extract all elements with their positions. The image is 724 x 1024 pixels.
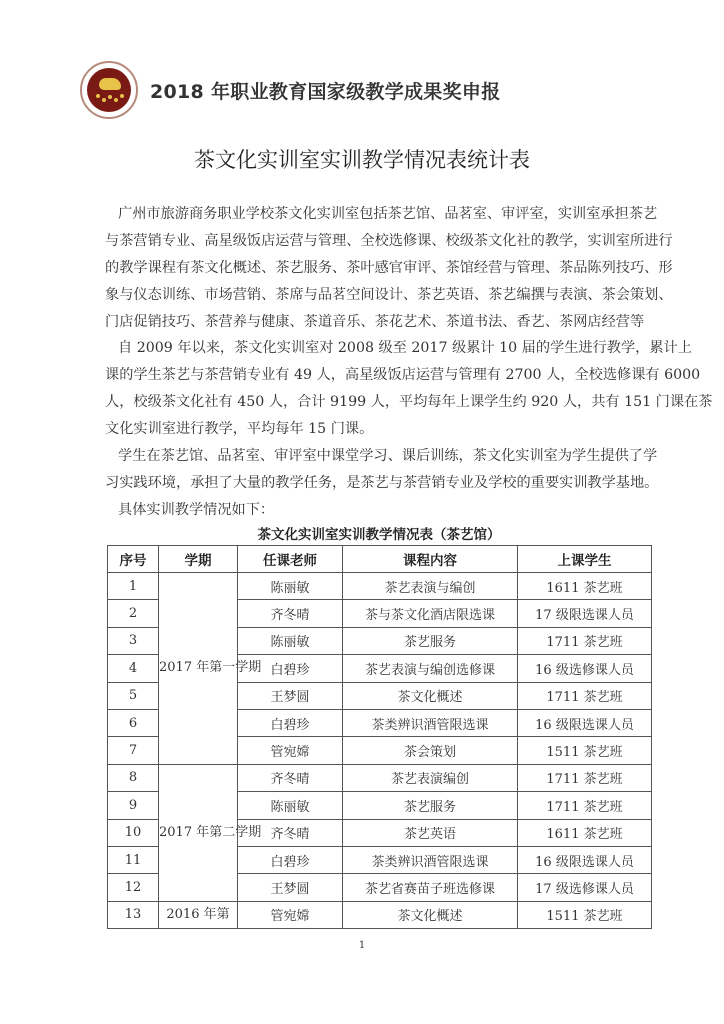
star-icon xyxy=(120,94,124,98)
cell-teacher: 王梦圆 xyxy=(238,874,343,901)
table-row xyxy=(108,764,652,791)
cell-no: 8 xyxy=(108,764,159,791)
cell-teacher: 管宛嫦 xyxy=(238,737,343,764)
paragraph-line: 文化实训室进行教学，平均每年 15 门课。 xyxy=(105,421,374,438)
star-icon xyxy=(108,95,112,99)
cell-students: 16 级限选课人员 xyxy=(518,846,652,873)
cell-course: 茶艺英语 xyxy=(343,819,518,846)
cell-students: 16 级选修课人员 xyxy=(518,655,652,682)
cell-no: 6 xyxy=(108,709,159,736)
paragraph xyxy=(105,201,673,335)
document-header xyxy=(80,60,560,120)
cell-course: 茶类辨识酒管限选课 xyxy=(343,709,518,736)
header-teacher: 任课老师 xyxy=(238,546,343,573)
cell-course: 茶艺服务 xyxy=(343,627,518,654)
cell-term: 2017 年第二学期 xyxy=(159,764,238,901)
cell-students: 17 级选修课人员 xyxy=(518,874,652,901)
cell-no: 12 xyxy=(108,874,159,901)
paragraph-line: 课的学生茶艺与茶营销专业有 49 人，高星级饭店运营与管理有 2700 人，全校选修课有 6000 xyxy=(105,367,701,384)
cell-teacher: 管宛嫦 xyxy=(238,901,343,928)
cell-course: 茶与茶文化酒店限选课 xyxy=(343,600,518,627)
cell-course: 茶艺表演编创 xyxy=(343,764,518,791)
header-term: 学期 xyxy=(159,546,238,573)
cell-no: 5 xyxy=(108,682,159,709)
school-emblem-icon xyxy=(80,61,138,119)
paragraph-line: 学生在茶艺馆、品茗室、审评室中课堂学习、课后训练，茶文化实训室为学生提供了学 xyxy=(118,448,658,465)
body-text xyxy=(105,201,713,524)
cell-students: 1711 茶艺班 xyxy=(518,792,652,819)
cell-students: 1511 茶艺班 xyxy=(518,737,652,764)
header-no: 序号 xyxy=(108,546,159,573)
cell-teacher: 齐冬晴 xyxy=(238,764,343,791)
cell-course: 茶会策划 xyxy=(343,737,518,764)
paragraph-line: 象与仪态训练、市场营销、茶席与品茗空间设计、茶艺英语、茶艺编撰与表演、茶会策划、 xyxy=(105,286,673,303)
page-number: 1 xyxy=(358,940,366,951)
cell-no: 10 xyxy=(108,819,159,846)
cell-term: 2016 年第 xyxy=(159,901,238,928)
cell-no: 13 xyxy=(108,901,159,928)
paragraph-line: 具体实训教学情况如下： xyxy=(118,501,275,518)
cell-students: 1611 茶艺班 xyxy=(518,819,652,846)
paragraph-line: 的教学课程有茶文化概述、茶艺服务、茶叶感官审评、茶馆经营与管理、茶品陈列技巧、形 xyxy=(105,259,673,276)
cell-course: 茶艺表演与编创选修课 xyxy=(343,655,518,682)
paragraph xyxy=(105,443,670,497)
cell-teacher: 白碧珍 xyxy=(238,655,343,682)
paragraph-line: 人，校级茶文化社有 450 人，合计 9199 人，平均每年上课学生约 920 人，共有 151 门课在茶 xyxy=(105,394,713,411)
cell-teacher: 齐冬晴 xyxy=(238,600,343,627)
cell-students: 16 级限选课人员 xyxy=(518,709,652,736)
cell-teacher: 陈丽敏 xyxy=(238,792,343,819)
cell-course: 茶文化概述 xyxy=(343,901,518,928)
cell-teacher: 白碧珍 xyxy=(238,846,343,873)
emblem-field xyxy=(87,68,131,112)
cell-course: 茶艺省赛苗子班选修课 xyxy=(343,874,518,901)
cell-students: 17 级限选课人员 xyxy=(518,600,652,627)
cell-no: 1 xyxy=(108,573,159,600)
table-row xyxy=(108,573,652,600)
cell-course: 茶文化概述 xyxy=(343,682,518,709)
paragraph-line: 门店促销技巧、茶营养与健康、茶道音乐、茶花艺术、茶道书法、香艺、茶网店经营等 xyxy=(105,313,645,330)
cell-teacher: 齐冬晴 xyxy=(238,819,343,846)
cell-no: 9 xyxy=(108,792,159,819)
star-icon xyxy=(102,98,106,102)
cell-students: 1511 茶艺班 xyxy=(518,901,652,928)
cell-teacher: 王梦圆 xyxy=(238,682,343,709)
cell-course: 茶艺服务 xyxy=(343,792,518,819)
cell-term: 2017 年第一学期 xyxy=(159,573,238,765)
table-header-row xyxy=(108,546,652,573)
cell-students: 1711 茶艺班 xyxy=(518,764,652,791)
cell-no: 11 xyxy=(108,846,159,873)
horse-icon xyxy=(99,78,121,90)
cell-students: 1711 茶艺班 xyxy=(518,682,652,709)
cell-no: 2 xyxy=(108,600,159,627)
paragraph-line: 自 2009 年以来，茶文化实训室对 2008 级至 2017 级累计 10 届的学生进行教学，累计上 xyxy=(118,340,692,357)
table-caption: 茶文化实训室实训教学情况表（茶艺馆） xyxy=(257,527,501,543)
paragraph xyxy=(105,497,670,524)
teaching-table xyxy=(107,545,652,929)
table-row xyxy=(108,901,652,928)
header-course: 课程内容 xyxy=(343,546,518,573)
paragraph-line: 广州市旅游商务职业学校茶文化实训室包括茶艺馆、品茗室、审评室，实训室承担茶艺 xyxy=(118,206,658,222)
cell-students: 1711 茶艺班 xyxy=(518,627,652,654)
cell-no: 4 xyxy=(108,655,159,682)
paragraph-line: 与茶营销专业、高星级饭店运营与管理、全校选修课、校级茶文化社的教学，实训室所进行 xyxy=(105,232,673,249)
paragraph xyxy=(105,335,713,443)
cell-teacher: 陈丽敏 xyxy=(238,627,343,654)
cell-teacher: 陈丽敏 xyxy=(238,573,343,600)
cell-no: 7 xyxy=(108,737,159,764)
cell-teacher: 白碧珍 xyxy=(238,709,343,736)
paragraph-line: 习实践环境，承担了大量的教学任务，是茶艺与茶营销专业及学校的重要实训教学基地。 xyxy=(105,474,659,491)
header-title: 2018 年职业教育国家级教学成果奖申报 xyxy=(150,80,501,103)
cell-course: 茶艺表演与编创 xyxy=(343,573,518,600)
document-title: 茶文化实训室实训教学情况表统计表 xyxy=(194,148,530,172)
cell-no: 3 xyxy=(108,627,159,654)
cell-students: 1611 茶艺班 xyxy=(518,573,652,600)
star-icon xyxy=(114,98,118,102)
header-students: 上课学生 xyxy=(518,546,652,573)
cell-course: 茶类辨识酒管限选课 xyxy=(343,846,518,873)
star-icon xyxy=(96,94,100,98)
